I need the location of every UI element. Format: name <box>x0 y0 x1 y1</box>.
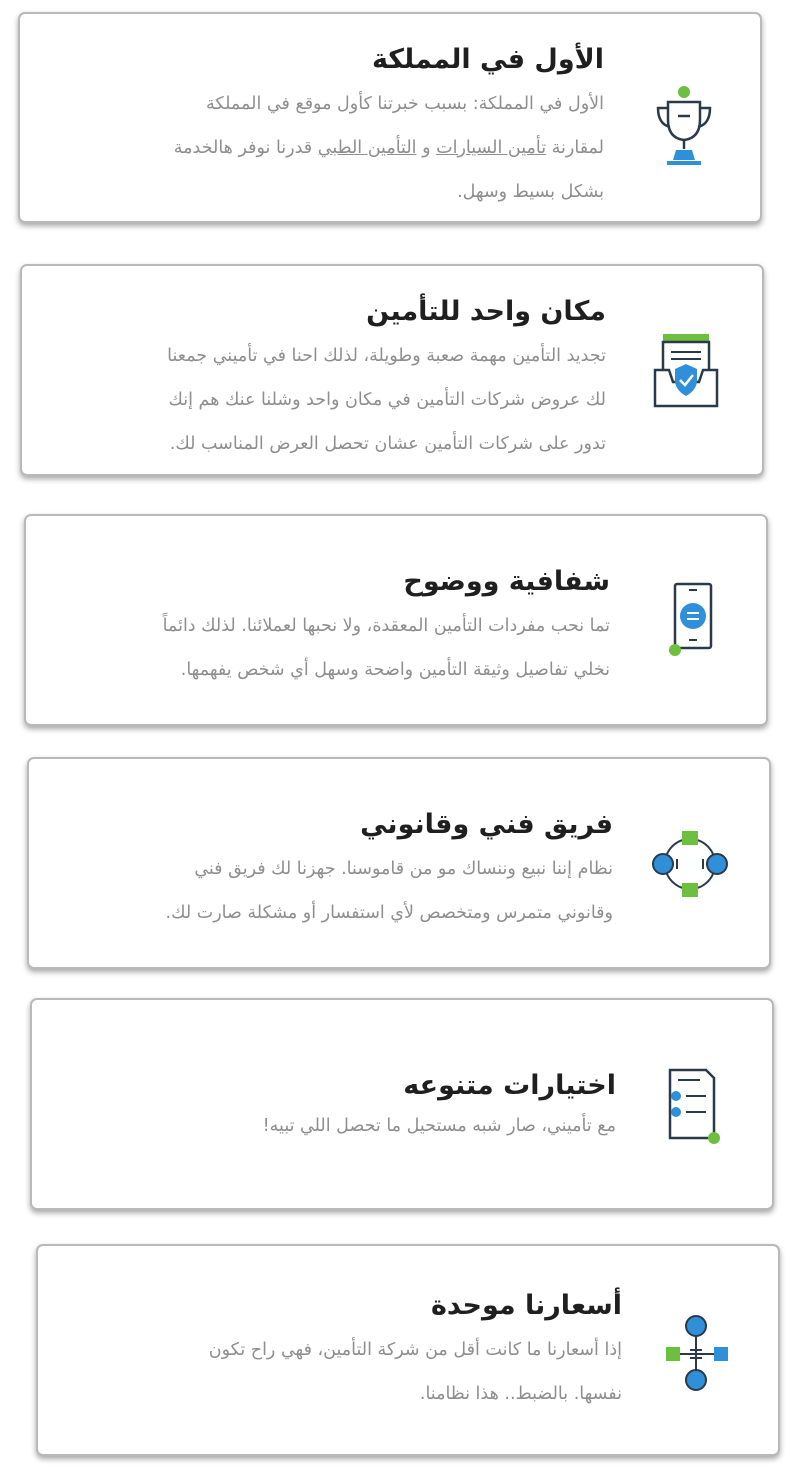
description-line: الأول في المملكة: بسبب خبرتنا كأول موقع في المملكة <box>206 94 604 114</box>
feature-description <box>174 82 604 214</box>
feature-title: الأول في المملكة <box>371 44 604 75</box>
feature-text <box>163 560 610 692</box>
feature-text <box>209 1284 622 1416</box>
description-line: تدور على شركات التأمين عشان تحصل العرض المناسب لك. <box>169 434 606 454</box>
description-text: و <box>422 138 431 158</box>
feature-description <box>167 334 606 466</box>
feature-text <box>174 38 604 214</box>
trophy-icon <box>647 80 721 170</box>
feature-text <box>166 803 613 935</box>
description-line: تما نحب مفردات التأمين المعقدة، ولا نحبها لعملائنا. لذلك دائماً <box>162 616 610 636</box>
unified-price-icon <box>658 1308 738 1398</box>
feature-description <box>263 1108 616 1144</box>
team-support-icon <box>649 821 731 911</box>
feature-card-first-in-kingdom <box>18 12 762 223</box>
feature-text <box>167 290 606 466</box>
description-text: لمقارنة <box>551 138 604 158</box>
description-line <box>174 126 604 170</box>
feature-description <box>209 1328 622 1416</box>
feature-title: أسعارنا موحدة <box>430 1290 622 1321</box>
description-line: تجديد التأمين مهمة صعبة وطويلة، لذلك احنا في تأميني جمعنا <box>167 346 606 366</box>
description-line: نخلي تفاصيل وثيقة التأمين واضحة وسهل أي شخص يفهمها. <box>180 660 610 680</box>
car-insurance-link[interactable]: تأمين السيارات <box>436 138 547 158</box>
feature-title: فريق فني وقانوني <box>360 809 613 840</box>
transparent-document-icon <box>653 578 727 668</box>
feature-card-unified-prices <box>36 1244 780 1456</box>
feature-title: اختيارات متنوعه <box>403 1070 616 1101</box>
feature-description <box>163 604 610 692</box>
feature-text <box>263 1064 616 1144</box>
medical-insurance-link[interactable]: التأمين الطبي <box>317 138 417 158</box>
feature-description <box>166 847 613 935</box>
insurance-folder-icon <box>649 326 723 416</box>
description-line: وقانوني متمرس ومتخصص لأي استفسار أو مشكلة صارت لك. <box>165 903 613 923</box>
feature-card-choices <box>30 998 774 1210</box>
feature-card-one-place <box>20 264 764 476</box>
feature-title: شفافية ووضوح <box>403 566 610 597</box>
description-line: بشكل بسيط وسهل. <box>457 182 604 202</box>
feature-card-team <box>27 757 771 969</box>
description-line: إذا أسعارنا ما كانت أقل من شركة التأمين، فهي راح تكون <box>208 1340 622 1360</box>
description-line: نفسها. بالضبط.. هذا نظامنا. <box>419 1384 622 1404</box>
description-line: نظام إننا نبيع وننساك مو من قاموسنا. جهزنا لك فريق فني <box>194 859 613 879</box>
description-line: مع تأميني، صار شبه مستحيل ما تحصل اللي تبيه! <box>262 1116 616 1136</box>
feature-title: مكان واحد للتأمين <box>366 296 606 327</box>
description-line: لك عروض شركات التأمين في مكان واحد وشلنا عنك هم إنك <box>168 390 606 410</box>
checklist-icon <box>656 1064 730 1154</box>
description-text: قدرنا نوفر هالخدمة <box>173 138 313 158</box>
feature-card-transparency <box>24 514 768 726</box>
